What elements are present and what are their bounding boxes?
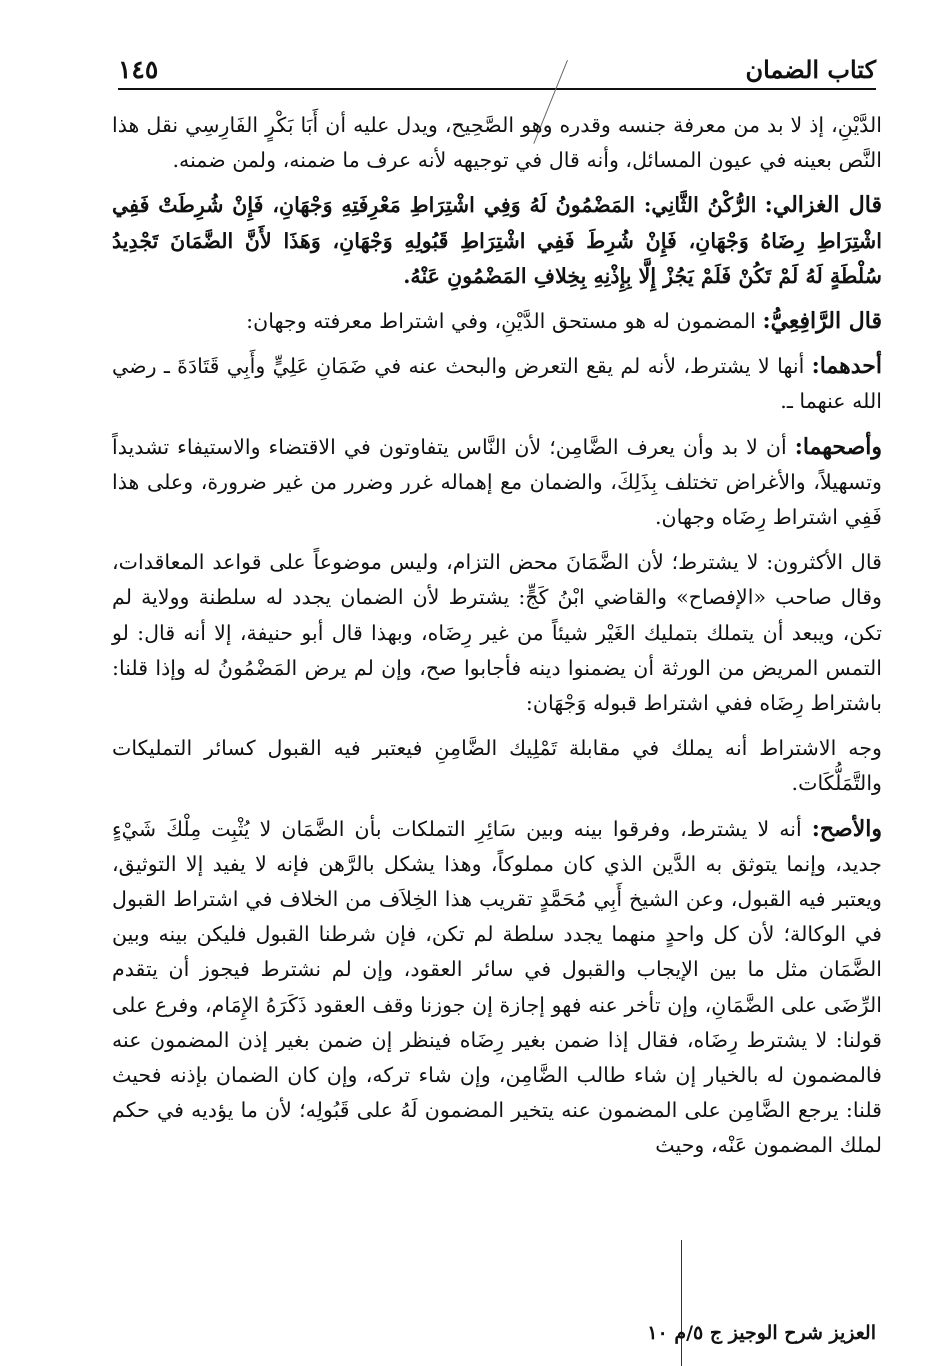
- paragraph-lead: والأصح:: [811, 815, 883, 842]
- paragraph: [112, 349, 882, 419]
- running-header: [118, 48, 876, 90]
- paragraph: [112, 731, 882, 801]
- paragraph-lead: أحدهما:: [811, 353, 882, 380]
- chapter-title: كتاب الضمان: [745, 55, 876, 84]
- page-number: ١٤٥: [118, 55, 159, 84]
- paragraph-text: قال الأكثرون: لا يشترط؛ لأن الضَّمَانَ محض التزام، وليس موضوعاً على قواعد المعاقدات، وقال صاحب «الإفصاح» والقاضي ابْنُ كَجٍّ: يشترط لأن الضمان يجدد له سلطنة وولاية لم تكن، ويبعد أن يتملك بتمليك الغَيْر شيئاً من غير رِضَاه، وبهذا قال أبو حنيفة، إلا أنه قال: لو التمس المريض من الورثة أن يضمنوا دينه فأجابوا صح، وإن لم يرض المَضْمُونُ له وإذا قلنا: باشتراط رِضَاه ففي اشتراط قبوله وَجْهَان:: [112, 550, 882, 716]
- paragraph-text: أنها لا يشترط، لأنه لم يقع التعرض والبحث عنه في ضَمَانِ عَلِيٍّ وأَبِي قَتَادَةَ ـ رضي الله عنهما ـ.: [112, 354, 882, 414]
- paragraph-text: الدَّيْنِ، إذ لا بد من معرفة جنسه وقدره وهو الصَّحِيح، ويدل عليه أن أَبَا بَكْرٍ الفَارِسِي نقل هذا النَّص بعينه في عيون المسائل، وأنه قال في توجيهه لأنه عرف ما ضمنه، ولمن ضمنه.: [112, 113, 882, 173]
- paragraph-lead: قال الغزالي:: [764, 192, 882, 219]
- paragraph-ghazali: [112, 188, 882, 294]
- paragraph: [112, 304, 882, 339]
- paragraph-lead: قال الرَّافِعِيُّ:: [762, 308, 882, 335]
- paragraph: [112, 545, 882, 721]
- paragraph-text: وجه الاشتراط أنه يملك في مقابلة تَمْلِيك الضَّامِنِ فيعتبر فيه القبول كسائر التمليكات والتَّمَلُّكَات.: [112, 736, 882, 796]
- paragraph-text: المضمون له هو مستحق الدَّيْنِ، وفي اشتراط معرفته وجهان:: [246, 309, 756, 334]
- paragraph-text: أنه لا يشترط، وفرقوا بينه وبين سَائِرِ التملكات بأن الضَّمَان لا يُثْبِت مِلْكَ شَيْءٍ جديد، وإنما يتوثق به الدَّين الذي كان مملوكاً، وهذا يشكل بالرَّهن فإنه لا يفيد إلا التوثيق، ويعتبر فيه القبول، وعن الشيخ أَبِي مُحَمَّدٍ تقريب هذا الخِلاَف من الخلاف في اشتراط القبول في الوكالة؛ لأن كل واحدٍ منهما يجدد سلطة لم تكن، فإن شرطنا القبول فليكن بينه وبين الضَّمَان مثل ما بين الإيجاب والقبول في سائر العقود، وإن لم نشترط فيجوز أن يتقدم الرِّضَى على الضَّمَانِ، وإن تأخر عنه فهو إجازة إن جوزنا وقف العقود ذَكَرَهُ الإِمَام، وفرع على قولنا: لا يشترط رِضَاه، فقال إذا ضمن بغير رِضَاه فينظر إن ضمن بغير إذن المضمون عنه فالمضمون له بالخيار إن شاء طالب الضَّامِن، وإن شاء تركه، وإن كان الضمان بإذنه فحيث قلنا: يرجع الضَّامِن على المضمون عنه يتخير المضمون لَهُ على قَبُولِه؛ لأن ما يؤديه في حكم لملك المضمون عَنْه، وحيث: [112, 816, 882, 1158]
- paragraph: [112, 108, 882, 178]
- paragraph: [112, 430, 882, 536]
- paragraph: [112, 812, 882, 1164]
- paragraph-lead: وأصحهما:: [794, 433, 883, 460]
- footer-signature: العزيز شرح الوجيز ج ٥/م ١٠: [647, 1322, 876, 1344]
- scan-stroke: [681, 1240, 682, 1366]
- paragraph-text: أن لا بد وأن يعرف الضَّامِن؛ لأن النَّاس يتفاوتون في الاقتضاء والاستيفاء تشديداً وتسهيلاً، والأغراض تختلف بِذَلِكَ، والضمان مع إهماله غرر وضرر من غير ضرورة، وعلى هذا فَفِي اشتراط رِضَاه وجهان.: [112, 434, 882, 530]
- body-text: [112, 108, 882, 1174]
- ghazali-quote: الرُّكْنُ الثَّانِي: المَضْمُونُ لَهُ وَفِي اشْتِرَاطِ مَعْرِفَتِهِ وَجْهَانِ، فَإِنْ شُرِطَتْ فَفِي اشْتِرَاطِ رِضَاهُ وَجْهَانِ، فَإِنْ شُرِطَ فَفِي اشْتِرَاطِ قَبُولِهِ وَجْهَانِ، وَهَذَا لأَنَّ الضَّمَانَ تَجْدِيدُ سُلْطَةٍ لَهُ لَمْ تَكُنْ فَلَمْ يَجُزْ إِلَّا بِإِذْنِهِ بِخِلافِ المَضْمُونِ عَنْهُ.: [112, 193, 882, 288]
